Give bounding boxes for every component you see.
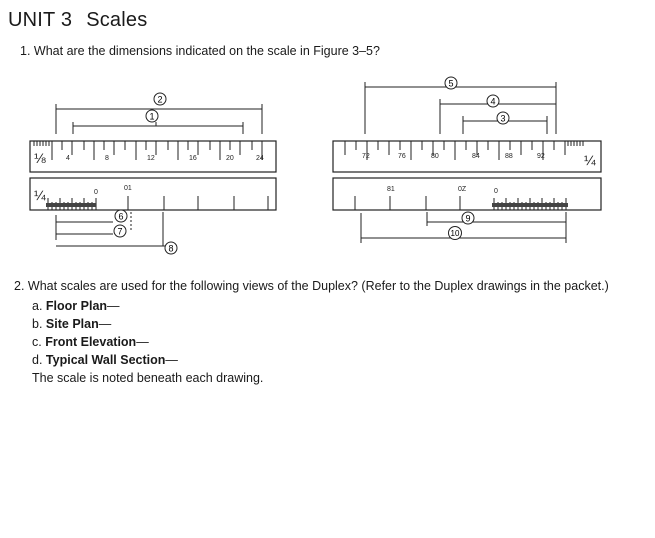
- svg-text:1: 1: [149, 111, 155, 122]
- answer-item-typical-wall-section: [32, 353, 178, 367]
- svg-text:3: 3: [500, 113, 506, 124]
- unit-number: UNIT 3: [8, 9, 73, 31]
- item-label: Front Elevation: [45, 335, 137, 349]
- svg-text:5: 5: [448, 78, 454, 89]
- left-scale: [30, 104, 276, 246]
- callout-9: [462, 212, 474, 224]
- item-letter: c.: [32, 335, 42, 349]
- svg-text:4: 4: [490, 96, 496, 107]
- right-top-num-88: 88: [505, 153, 513, 160]
- right-bottom-num-81: 81: [387, 186, 395, 193]
- item-label: Floor Plan: [45, 299, 108, 313]
- left-top-num-4: 4: [66, 155, 70, 162]
- right-top-num-92: 92: [537, 153, 545, 160]
- callout-1: [146, 110, 158, 122]
- left-bottom-num-0: 0: [94, 189, 98, 196]
- svg-text:8: 8: [168, 243, 174, 254]
- right-bottom-num-0: 0: [494, 188, 498, 195]
- left-top-num-12: 12: [147, 155, 155, 162]
- scale-note: The scale is noted beneath each drawing.: [32, 371, 264, 385]
- unit-title: Scales: [86, 9, 148, 31]
- question-2-number: 2.: [14, 279, 25, 293]
- svg-text:9: 9: [465, 213, 471, 224]
- item-dash: —: [165, 353, 178, 367]
- question-1-number: 1.: [20, 44, 31, 58]
- question-1-text: What are the dimensions indicated on the scale in Figure 3–5?: [33, 44, 380, 58]
- item-dash: —: [107, 299, 120, 313]
- item-label: Typical Wall Section: [45, 353, 166, 367]
- left-top-fraction: ⅛: [34, 150, 46, 166]
- right-top-num-80: 80: [431, 153, 439, 160]
- item-label: Site Plan: [45, 317, 99, 331]
- svg-text:2: 2: [157, 94, 163, 105]
- left-bottom-num-01: 01: [124, 185, 132, 192]
- callout-3: [497, 112, 509, 124]
- svg-text:7: 7: [117, 226, 123, 237]
- left-callouts: [114, 93, 177, 254]
- callout-10: [449, 227, 462, 240]
- answer-item-front-elevation: [32, 335, 149, 349]
- left-top-num-8: 8: [105, 155, 109, 162]
- right-bottom-num-0z: 0Z: [458, 186, 467, 193]
- left-top-num-24: 24: [256, 155, 264, 162]
- svg-text:6: 6: [118, 211, 124, 222]
- item-dash: —: [98, 317, 112, 331]
- left-top-num-16: 16: [189, 155, 197, 162]
- callout-4: [487, 95, 499, 107]
- callout-8: [165, 242, 177, 254]
- right-top-num-72: 72: [362, 153, 370, 160]
- right-top-num-76: 76: [398, 153, 406, 160]
- left-side-fraction: ¼: [34, 187, 46, 203]
- callout-6: [115, 210, 127, 222]
- answer-item-site-plan: [32, 317, 111, 331]
- callout-7: [114, 225, 126, 237]
- item-letter: b.: [32, 317, 43, 331]
- item-dash: —: [136, 335, 149, 349]
- callout-2: [154, 93, 166, 105]
- question-2: [14, 279, 609, 293]
- right-top-num-84: 84: [472, 153, 480, 160]
- item-letter: d.: [32, 353, 43, 367]
- svg-text:10: 10: [450, 229, 460, 238]
- item-letter: a.: [32, 299, 43, 313]
- answer-item-floor-plan: [32, 299, 120, 313]
- right-top-fraction: ¼: [584, 152, 596, 168]
- question-2-text: What scales are used for the following views of the Duplex? (Refer to the Duplex drawings in the packet.): [27, 279, 609, 293]
- left-top-num-20: 20: [226, 155, 234, 162]
- callout-5: [445, 77, 457, 89]
